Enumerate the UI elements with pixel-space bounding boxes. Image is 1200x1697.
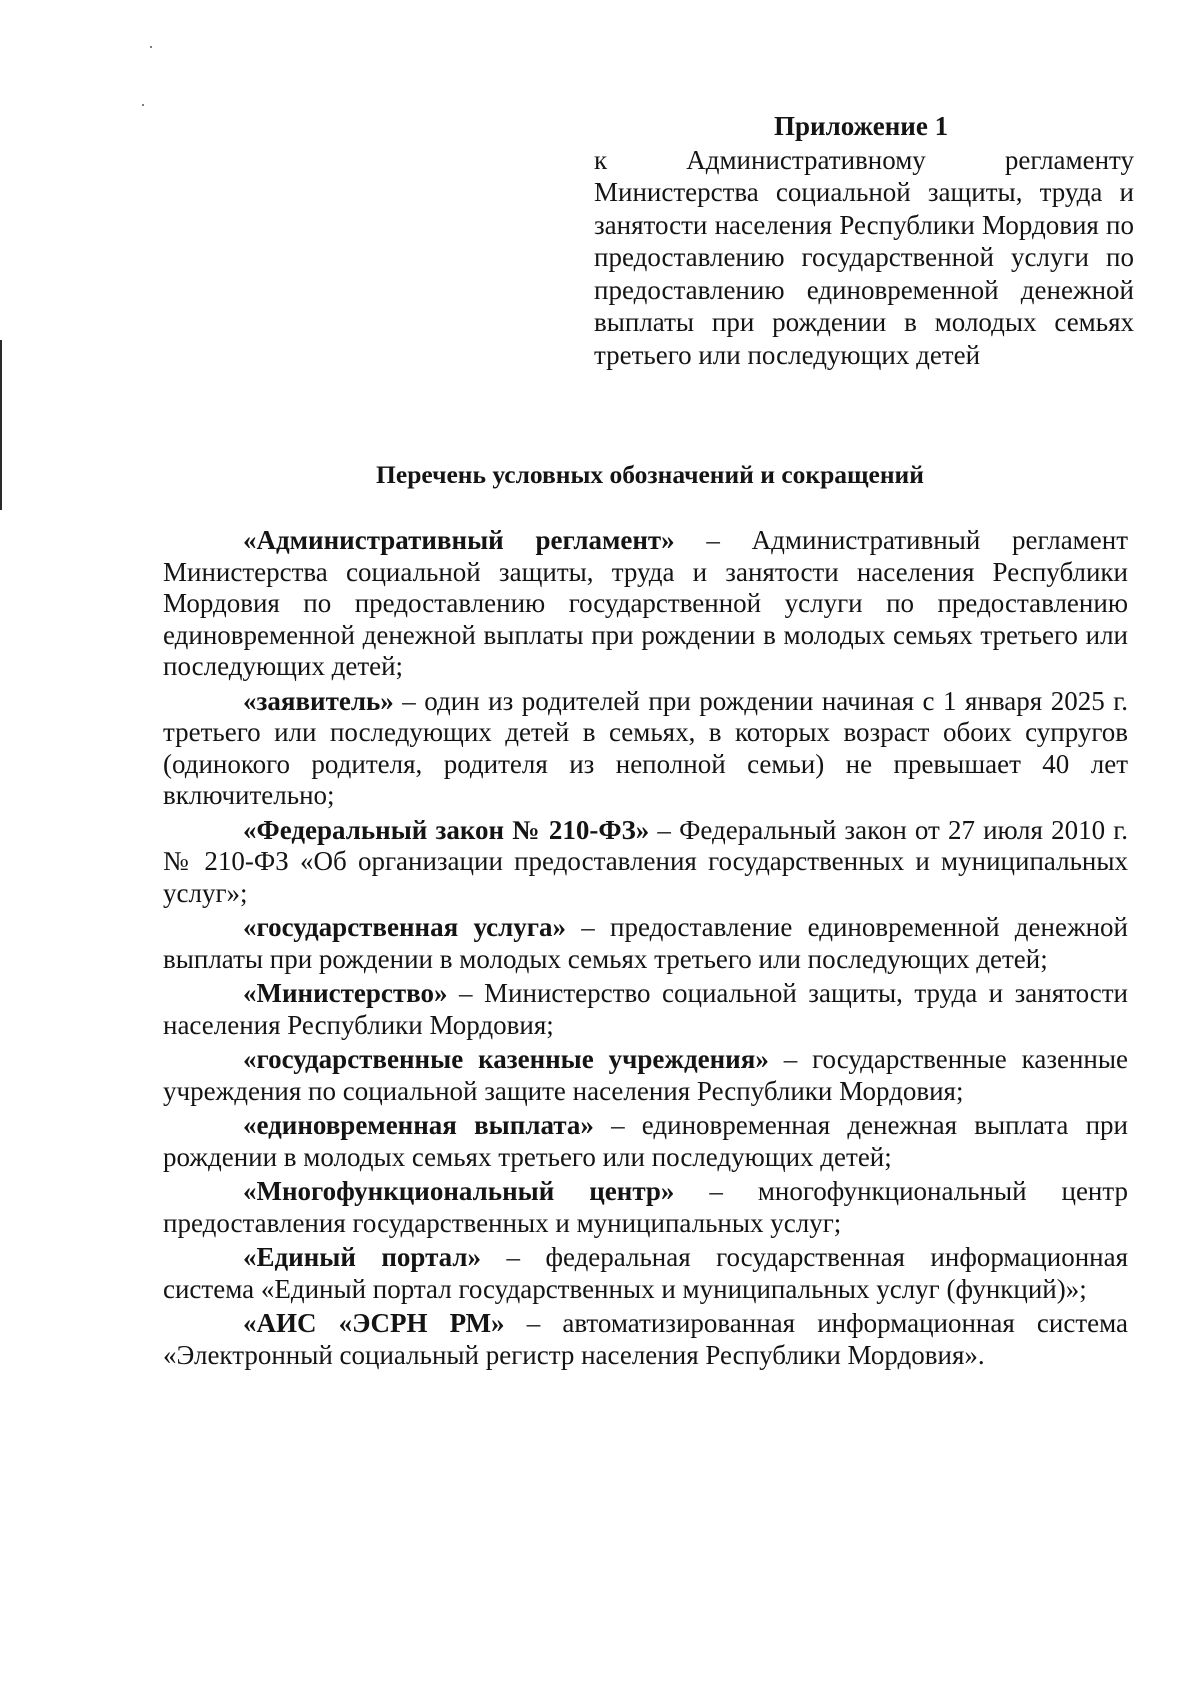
entry-definition: – предоставление единовременной денежной выплаты при рождении в молодых семьях третьего или последующих детей; bbox=[163, 912, 1128, 974]
entry-term: «заявитель» bbox=[243, 685, 394, 716]
entry-definition: – автоматизированная информационная система «Электронный социальный регистр населения Республики Мордовия». bbox=[163, 1308, 1129, 1370]
list-item bbox=[163, 1044, 1128, 1107]
entry-definition: – один из родителей при рождении начиная с 1 января 2025 г. третьего или последующих детей в семьях, в которых возраст обоих супругов (одинокого родителя, родителя из неполной семьи) не превышает 40 лет включительно; bbox=[163, 685, 1128, 810]
entry-definition: – Федеральный закон от 27 июля 2010 г. № 210-ФЗ «Об организации предоставления государственных и муниципальных услуг»; bbox=[163, 814, 1128, 908]
entry-definition: – Административный регламент Министерства социальной защиты, труда и занятости населения Республики Мордовия по предоставлению государственной услуги по предоставлению единовременной денежной выплаты при рождении в молодых семьях третьего или последующих детей; bbox=[163, 525, 1128, 681]
list-item bbox=[163, 525, 1128, 683]
list-item bbox=[163, 1176, 1128, 1239]
entry-definition: – федеральная государственная информационная система «Единый портал государственных и муниципальных услуг (функций)»; bbox=[163, 1242, 1128, 1304]
page-heading: Перечень условных обозначений и сокращений bbox=[376, 460, 924, 489]
entry-term: «Многофункциональный центр» bbox=[243, 1176, 675, 1206]
list-item bbox=[163, 1110, 1128, 1173]
appendix-title: Приложение 1 bbox=[774, 111, 949, 141]
abbreviation-list bbox=[163, 525, 1128, 1374]
entry-term: «государственные казенные учреждения» bbox=[243, 1044, 769, 1074]
entry-term: «Федеральный закон № 210-ФЗ» bbox=[243, 814, 650, 845]
entry-definition: – государственные казенные учреждения по социальной защите населения Республики Мордовия; bbox=[163, 1044, 1129, 1106]
list-item bbox=[163, 1308, 1128, 1371]
entry-term: «Министерство» bbox=[243, 978, 448, 1008]
list-item bbox=[163, 978, 1128, 1041]
list-item bbox=[163, 815, 1128, 910]
appendix-reference: к Административному регламенту Министерства социальной защиты, труда и занятости населения Республики Мордовия по предоставлению государственной услуги по предоставлению единовременной денежной выплаты при рождении в молодых семьях третьего или последующих детей bbox=[594, 144, 1134, 370]
scan-speck bbox=[142, 104, 144, 106]
entry-term: «государственная услуга» bbox=[243, 912, 567, 942]
entry-definition: – многофункциональный центр предоставления государственных и муниципальных услуг; bbox=[163, 1176, 1129, 1238]
entry-term: «единовременная выплата» bbox=[243, 1110, 594, 1140]
entry-definition: – единовременная денежная выплата при рождении в молодых семьях третьего или последующих детей; bbox=[163, 1110, 1129, 1172]
list-item bbox=[163, 912, 1128, 975]
appendix-block bbox=[594, 110, 1134, 371]
entry-term: «Единый портал» bbox=[243, 1242, 482, 1272]
entry-term: «Административный регламент» bbox=[243, 525, 675, 555]
scan-speck bbox=[150, 46, 152, 48]
list-item bbox=[163, 686, 1128, 812]
list-item bbox=[163, 1242, 1128, 1305]
entry-definition: – Министерство социальной защиты, труда и занятости населения Республики Мордовия; bbox=[163, 978, 1128, 1040]
entry-term: «АИС «ЭСРН РМ» bbox=[243, 1308, 505, 1338]
